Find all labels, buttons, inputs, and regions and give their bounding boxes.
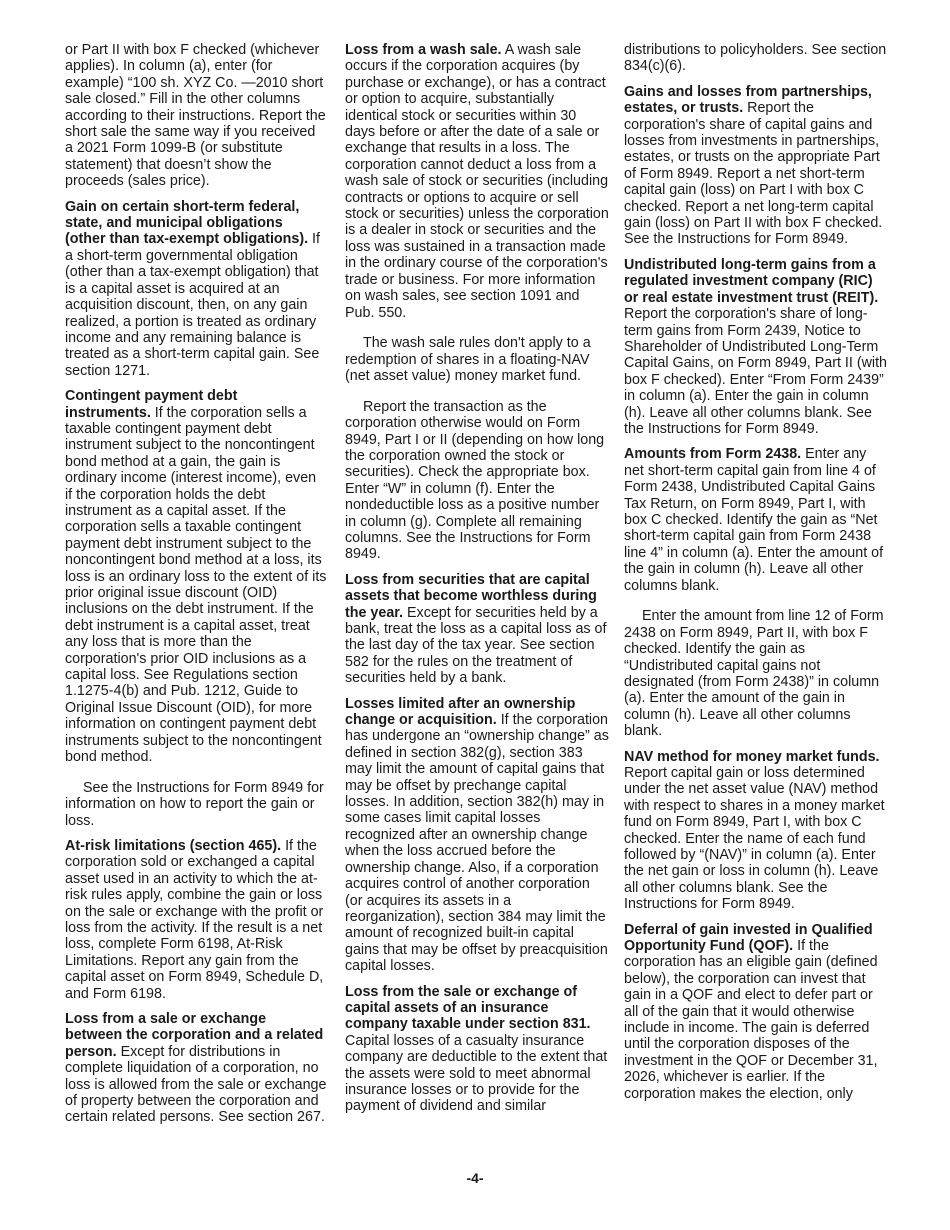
section-body: A wash sale occurs if the corporation acquires (by purchase or exchange), or has a contract or option to acquire, substantially identical stock or securities within 30 days before or after the date of a sale or exchange that results in a loss. The corporation cannot deduct a loss from a wash sale of stock or securities (including contracts or options to acquire or sell stock or securities) unless the corporation is a dealer in stock or securities and the loss was sustained in a transaction made in the ordinary course of the corporation's trade or business. For more information on wash sales, see section 1091 and Pub. 550. [345, 42, 609, 321]
section-heading: Deferral of gain invested in Qualified Opportunity Fund (QOF). [624, 921, 873, 955]
section-short-term-obligations [65, 199, 327, 379]
section-body: If a short-term governmental obligation (other than a tax-exempt obligation) that is a capital asset is acquired at an acquisition discount, then, on any gain realized, a portion is treated as ordinary income and any remaining balance is treated as a short-term capital gain. See section 1271. [65, 231, 320, 379]
paragraph: Report the transaction as the corporation otherwise would on Form 8949, Part I or II (depending on how long the corporation owned the stock or securities). Check the appropriate box. Enter “W” in column (f). Enter the nondeductible loss as a positive number in column (g). Complete all remaining columns. See the Instructions for Form 8949. [345, 398, 605, 563]
column-2 [345, 42, 609, 1124]
section-body: Report the corporation's share of long-term gains from Form 2439, Notice to Shareholder of Undistributed Long-Term Capital Gains, on Form 8949, Part II (with box F checked). Enter “From Form 2439” in column (a). Enter the gain in column (h). Leave all other columns blank. See the Instructions for Form 8949. [624, 306, 888, 437]
section-heading: At-risk limitations (section 465). [65, 837, 282, 854]
section-body: Except for distributions in complete liquidation of a corporation, no loss is allowed from the sale or exchange of property between the corporation and certain related persons. See section 267. [65, 1043, 327, 1126]
section-heading: Loss from a sale or exchange between the corporation and a related person. [65, 1011, 324, 1060]
paragraph: The wash sale rules don't apply to a redemption of shares in a floating-NAV (net asset value) money market fund. [345, 335, 591, 385]
section-heading: Amounts from Form 2438. [624, 446, 802, 463]
section-heading: Undistributed long-term gains from a regulated investment company (RIC) or real estate investment trust (REIT). [624, 256, 879, 306]
section-heading: NAV method for money market funds. [624, 748, 880, 765]
section-heading: Loss from the sale or exchange of capital assets of an insurance company taxable under section 831. [345, 983, 591, 1033]
page-number: -4- [466, 1170, 484, 1186]
section-ric-reit [624, 257, 888, 437]
section-qof-deferral [624, 922, 888, 1102]
paragraph: distributions to policyholders. See section 834(c)(6). [624, 42, 887, 75]
section-body: Report capital gain or loss determined under the net asset value (NAV) method with respect to shares in a money market fund on Form 8949, Part I, with box C checked. Enter the name of each fund followed by “(NAV)” in column (a). Enter the net gain or loss in column (h). Leave all other columns blank. See the Instructions for Form 8949. [624, 764, 885, 913]
section-body: If the corporation has undergone an “ownership change” as defined in section 382(g), section 383 may limit the amount of capital gains that may be offset by prechange capital losses. In addition, section 382(h) may in some cases limit capital losses recognized after an ownership change when the loss accrued before the ownership change. Also, if a corporation acquires control of another corporation (or acquires its assets in a reorganization), section 384 may limit the amount of recognized built-in capital gains that may be offset by preacquisition capital losses. [345, 712, 609, 975]
section-heading: Contingent payment debt instruments. [65, 388, 238, 421]
section-partnerships [624, 84, 888, 248]
section-wash-sale [345, 42, 609, 321]
section-at-risk [65, 838, 327, 1002]
column-3 [624, 42, 888, 1111]
section-insurance-company [345, 984, 609, 1115]
section-nav-method [624, 749, 888, 913]
section-body: Except for securities held by a bank, treat the loss as a capital loss as of the last day of the tax year. See section 582 for the rules on the treatment of securities held by a bank. [345, 604, 607, 687]
section-heading: Gain on certain short-term federal, state, and municipal obligations (other than tax-exempt obligations). [65, 198, 309, 248]
section-heading: Loss from securities that are capital assets that become worthless during the year. [345, 571, 597, 621]
section-related-person [65, 1011, 327, 1126]
section-body: If the corporation sells a taxable contingent payment debt instrument subject to the noncontingent bond method at a gain, the gain is ordinary income (interest income), even if the corporation holds the debt instrument as a capital asset. If the corporation sells a taxable contingent payment debt instrument subject to the noncontingent bond method at a loss, its loss is an ordinary loss to the extent of its prior original issue discount (OID) inclusions on the debt instrument. If the debt instrument is a capital asset, treat any loss that is more than the corporation's prior OID inclusions as a capital loss. See Regulations section 1.1275-4(b) and Pub. 1212, Guide to Original Issue Discount (OID), for more information on contingent payment debt instruments subject to the noncontingent bond method. [65, 404, 327, 766]
section-heading: Gains and losses from partnerships, estates, or trusts. [624, 83, 872, 117]
section-body: Report the corporation's share of capital gains and losses from investments in partnerships, estates, or trusts on the appropriate Part of Form 8949. Report a net short-term capital gain (loss) on Part I with box C checked. Report a net long-term capital gain (loss) on Part II with box F checked. See the Instructions for Form 8949. [624, 100, 883, 248]
section-worthless-securities [345, 572, 609, 687]
section-body: If the corporation has an eligible gain (defined below), the corporation can invest that gain in a QOF and elect to defer part or all of the gain that it would otherwise include in income. The gain is deferred until the corporation disposes of the investment in the QOF or December 31, 2026, whichever is earlier. If the corporation makes the election, only [624, 938, 878, 1102]
paragraph: or Part II with box F checked (whichever applies). In column (a), enter (for example) “100 sh. XYZ Co. —2010 short sale closed.” Fill in the other columns according to their instructions. Report the short sale the same way if you received a 2021 Form 1099-B (or substitute statement) that doesn’t show the proceeds (sales price). [65, 42, 326, 190]
section-heading: Losses limited after an ownership change or acquisition. [345, 695, 576, 729]
section-heading: Loss from a wash sale. [345, 42, 502, 58]
paragraph: Enter the amount from line 12 of Form 2438 on Form 8949, Part II, with box F checked. Identify the gain as “Undistributed capital gains not designated (from Form 2438)” in column (a). Enter the amount of the gain in column (h). Leave all other columns blank. [624, 608, 884, 740]
section-form-2438 [624, 446, 888, 594]
section-ownership-change [345, 696, 609, 975]
section-body: Enter any net short-term capital gain from line 4 of Form 2438, Undistributed Capital Gains Tax Return, on Form 8949, Part I, with box C checked. Identify the gain as “Net short-term capital gain from Form 2438 line 4” in column (a). Enter the amount of the gain in column (h). Leave all other columns blank. [624, 446, 884, 594]
paragraph: See the Instructions for Form 8949 for information on how to report the gain or loss. [65, 779, 324, 829]
column-1 [65, 42, 327, 1135]
section-contingent-payment [65, 388, 327, 765]
section-body: Capital losses of a casualty insurance company are deductible to the extent that the assets were sold to meet abnormal insurance losses or to provide for the payment of dividend and similar [345, 1032, 608, 1115]
section-body: If the corporation sold or exchanged a capital asset used in an activity to which the at-risk rules apply, combine the gain or loss on the sale or exchange with the profit or loss from the activity. If the result is a net loss, complete Form 6198, At-Risk Limitations. Report any gain from the capital asset on Form 8949, Schedule D, and Form 6198. [65, 837, 324, 1002]
